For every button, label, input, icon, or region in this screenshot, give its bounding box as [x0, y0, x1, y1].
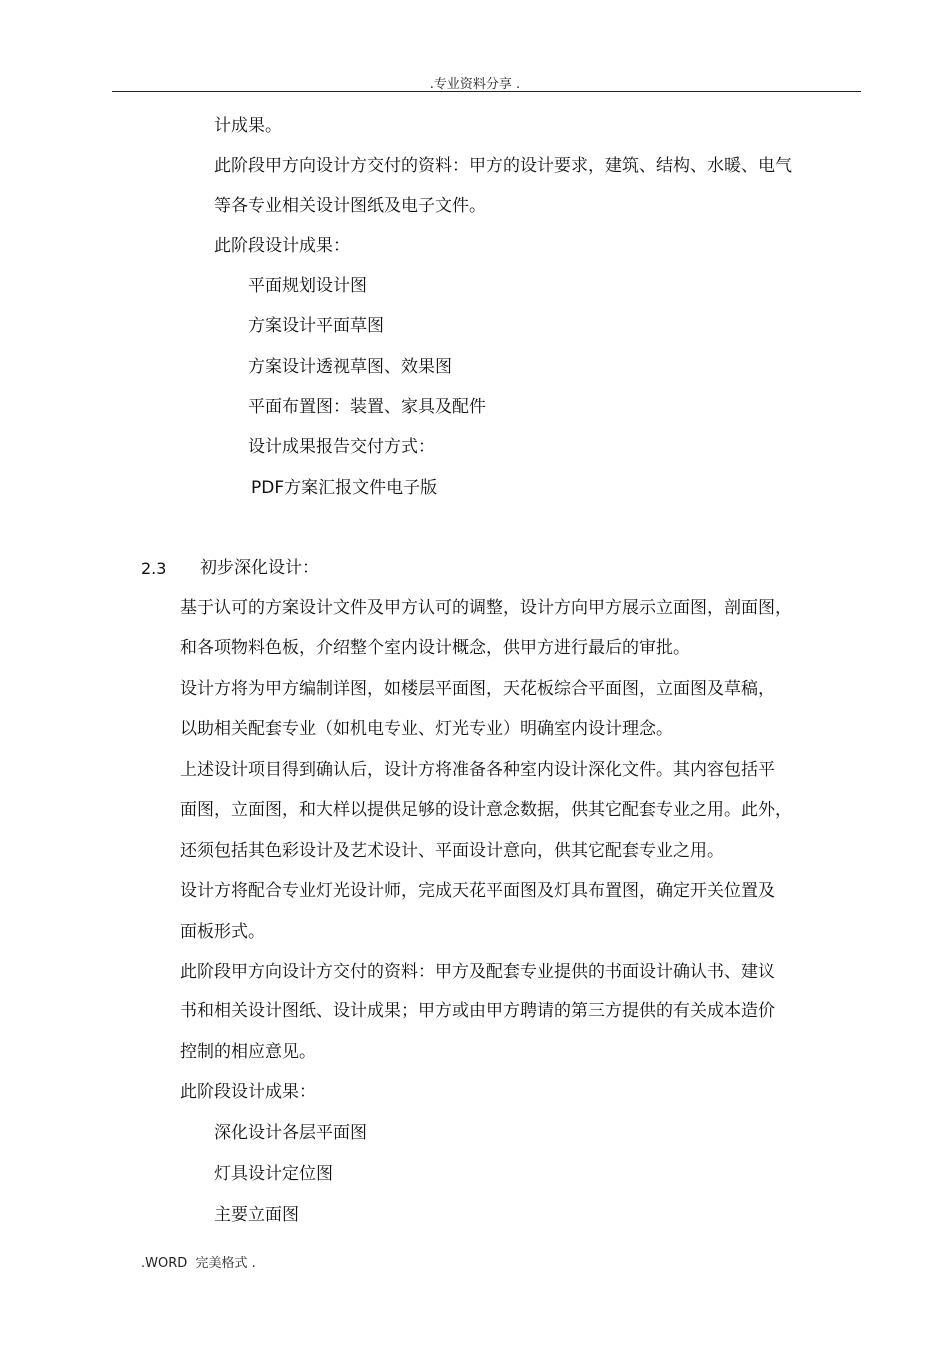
- paragraph-line: 控制的相应意见。: [180, 1042, 316, 1062]
- list-item: 平面规划设计图: [248, 276, 367, 296]
- section-title: 初步深化设计：: [200, 558, 319, 578]
- list-item: PDF方案汇报文件电子版: [251, 478, 438, 498]
- paragraph-line: 还须包括其色彩设计及艺术设计、平面设计意向，供其它配套专业之用。: [180, 841, 724, 861]
- paragraph-line: 书和相关设计图纸、设计成果；甲方或由甲方聘请的第三方提供的有关成本造价: [180, 1001, 775, 1021]
- paragraph-line: 此阶段设计成果：: [180, 1082, 316, 1102]
- paragraph-line: 和各项物料色板，介绍整个室内设计概念，供甲方进行最后的审批。: [180, 638, 690, 658]
- list-item: 设计成果报告交付方式：: [248, 437, 435, 457]
- header-text: .专业资料分享 .: [429, 77, 521, 92]
- list-item: 深化设计各层平面图: [214, 1123, 367, 1143]
- paragraph-line: 面板形式。: [180, 922, 265, 942]
- list-item: 灯具设计定位图: [214, 1164, 333, 1184]
- paragraph-line: 上述设计项目得到确认后，设计方将准备各种室内设计深化文件。其内容包括平: [180, 760, 775, 780]
- list-item: 方案设计平面草图: [248, 316, 384, 336]
- paragraph-line: 此阶段设计成果：: [214, 236, 350, 256]
- paragraph-line: 面图，立面图，和大样以提供足够的设计意念数据，供其它配套专业之用。此外，: [180, 800, 792, 820]
- paragraph-line: 基于认可的方案设计文件及甲方认可的调整，设计方向甲方展示立面图，剖面图，: [180, 598, 792, 618]
- list-item: 平面布置图：装置、家具及配件: [248, 397, 486, 417]
- paragraph-line: 设计方将为甲方编制详图，如楼层平面图，天花板综合平面图，立面图及草稿，: [180, 679, 775, 699]
- section-number: 2.3: [141, 559, 167, 578]
- paragraph-line: 此阶段甲方向设计方交付的资料：甲方及配套专业提供的书面设计确认书、建议: [180, 962, 775, 982]
- header-divider: [112, 91, 861, 92]
- paragraph-line: 计成果。: [214, 116, 282, 136]
- list-item: 主要立面图: [214, 1205, 299, 1225]
- paragraph-line: 以助相关配套专业（如机电专业、灯光专业）明确室内设计理念。: [180, 719, 673, 739]
- paragraph-line: 等各专业相关设计图纸及电子文件。: [214, 196, 486, 216]
- page-footer: .WORD 完美格式 .: [141, 1256, 256, 1271]
- list-item: 方案设计透视草图、效果图: [248, 357, 452, 377]
- paragraph-line: 设计方将配合专业灯光设计师，完成天花平面图及灯具布置图，确定开关位置及: [180, 881, 775, 901]
- paragraph-line: 此阶段甲方向设计方交付的资料：甲方的设计要求，建筑、结构、水暖、电气: [214, 156, 792, 176]
